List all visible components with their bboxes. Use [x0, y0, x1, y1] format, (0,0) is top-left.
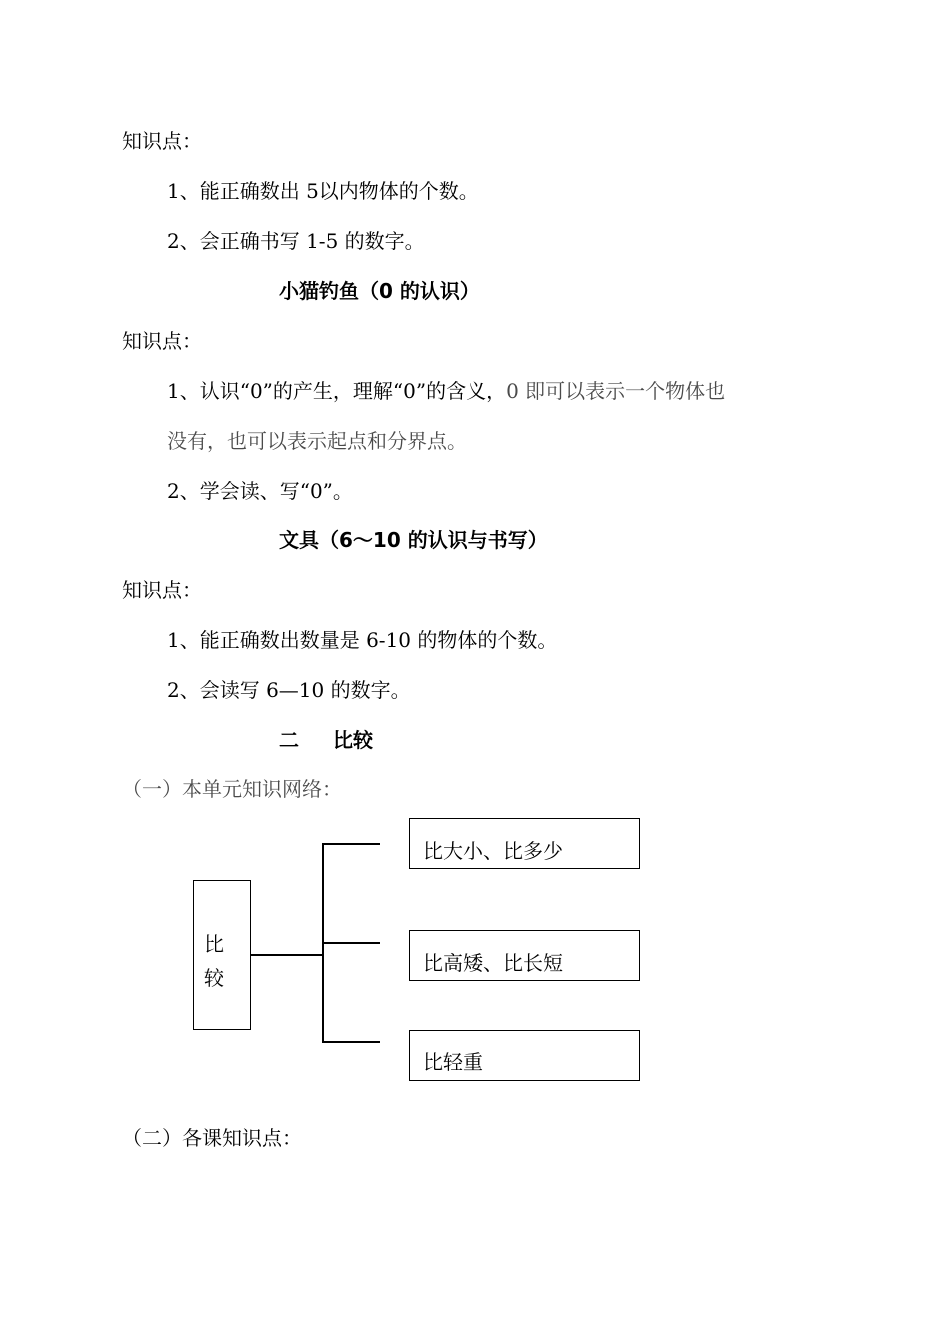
branch-box [409, 1030, 640, 1081]
section-title [279, 727, 373, 753]
network-label: （一）本单元知识网络： [122, 777, 342, 801]
section-title: 文具（6～10 的认识与书写） [279, 528, 548, 552]
list-item-text: 1、认识“0”的产生，理解“0”的含义， [167, 379, 507, 403]
section-title: 小猫钓鱼（0 的认识） [279, 279, 480, 303]
branch-box-label: 比轻重 [423, 1050, 483, 1074]
branch-box [409, 930, 640, 981]
list-item: 2、会正确书写 1-5 的数字。 [167, 229, 425, 253]
connector-line [251, 954, 323, 956]
list-item [167, 378, 725, 404]
lessons-label: （二）各课知识点： [122, 1126, 302, 1150]
connector-branch [322, 1041, 380, 1043]
branch-box-label: 比高矮、比长短 [423, 951, 563, 975]
root-box-char: 比 [204, 932, 224, 956]
list-item: 2、学会读、写“0”。 [167, 479, 353, 503]
section-title-number: 二 [279, 728, 299, 752]
connector-branch [322, 843, 380, 845]
list-item: 2、会读写 6—10 的数字。 [167, 678, 411, 702]
list-item-continuation: 没有，也可以表示起点和分界点。 [167, 429, 467, 453]
branch-box [409, 818, 640, 869]
branch-box-label: 比大小、比多少 [423, 839, 563, 863]
list-item: 1、能正确数出数量是 6-10 的物体的个数。 [167, 628, 558, 652]
connector-branch [322, 942, 380, 944]
list-item: 1、能正确数出 5以内物体的个数。 [167, 179, 479, 203]
list-item-text-tail: 0 即可以表示一个物体也 [506, 379, 726, 403]
root-box [193, 880, 251, 1030]
root-box-char: 较 [204, 966, 224, 990]
section-title-text: 比较 [333, 728, 373, 752]
knowledge-point-label: 知识点： [122, 129, 202, 153]
knowledge-point-label: 知识点： [122, 329, 202, 353]
knowledge-point-label: 知识点： [122, 578, 202, 602]
